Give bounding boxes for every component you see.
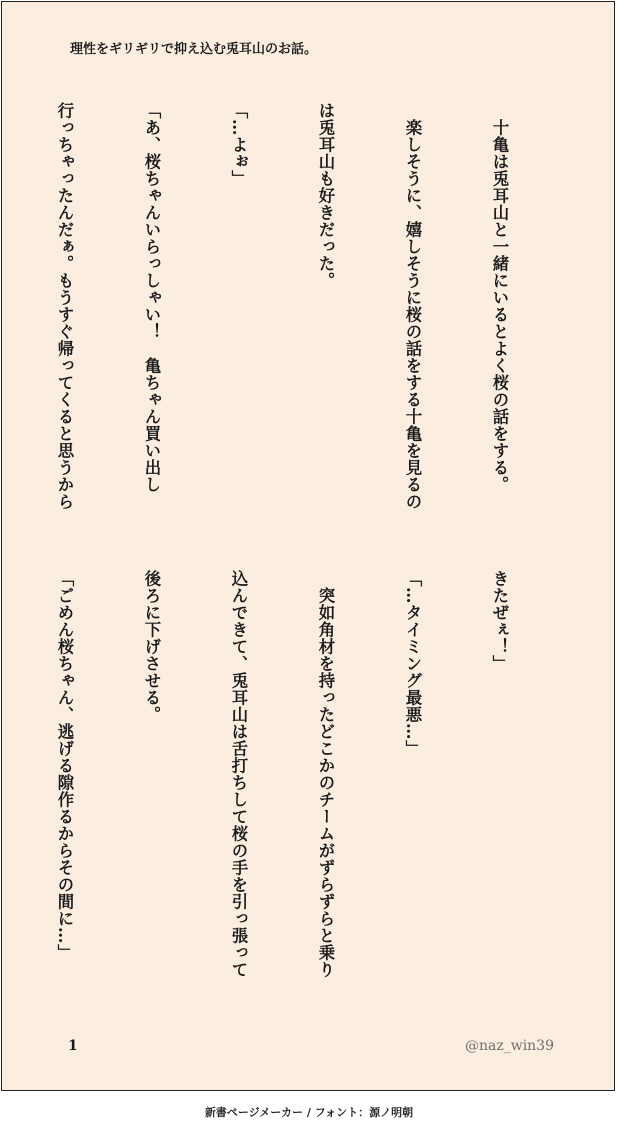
page-title: 理性をギリギリで抑え込む兎耳山のお話。	[70, 42, 318, 57]
text-line: 「…タイミング最悪…」	[403, 570, 422, 757]
text-line: 「あ、桜ちゃんいらっしゃい！ 亀ちゃん買い出し	[142, 102, 161, 493]
text-block-bottom	[54, 570, 572, 1010]
footer-credit: 新書ページメーカー / フォント：源ノ明朝	[204, 1106, 414, 1119]
text-block-top	[54, 102, 572, 522]
text-line: 行っちゃったんだぁ。もうすぐ帰ってくると思うから	[55, 102, 74, 510]
text-line: は兎耳山も好きだった。	[316, 102, 335, 289]
text-line: 後ろに下げさせる。	[142, 570, 161, 723]
text-line: 込んできて、兎耳山は舌打ちして桜の手を引っ張って	[229, 570, 248, 978]
text-line: 「…よぉ」	[229, 102, 248, 187]
text-line: きたぜぇ！」	[490, 570, 509, 672]
author-handle: @naz_win39	[464, 1038, 554, 1054]
page-number: 1	[68, 1038, 78, 1054]
text-line: 突如角材を持ったどこかのチームがずらずらと乗り	[316, 570, 335, 978]
text-line: 十亀は兎耳山と一緒にいるとよく桜の話をする。	[490, 102, 509, 493]
text-line: 楽しそうに、嬉しそうに桜の話をする十亀を見るの	[403, 102, 422, 510]
text-line: 「ごめん桜ちゃん、逃げる隙作るからその間に…」	[55, 570, 74, 961]
page-sheet	[1, 1, 615, 1091]
